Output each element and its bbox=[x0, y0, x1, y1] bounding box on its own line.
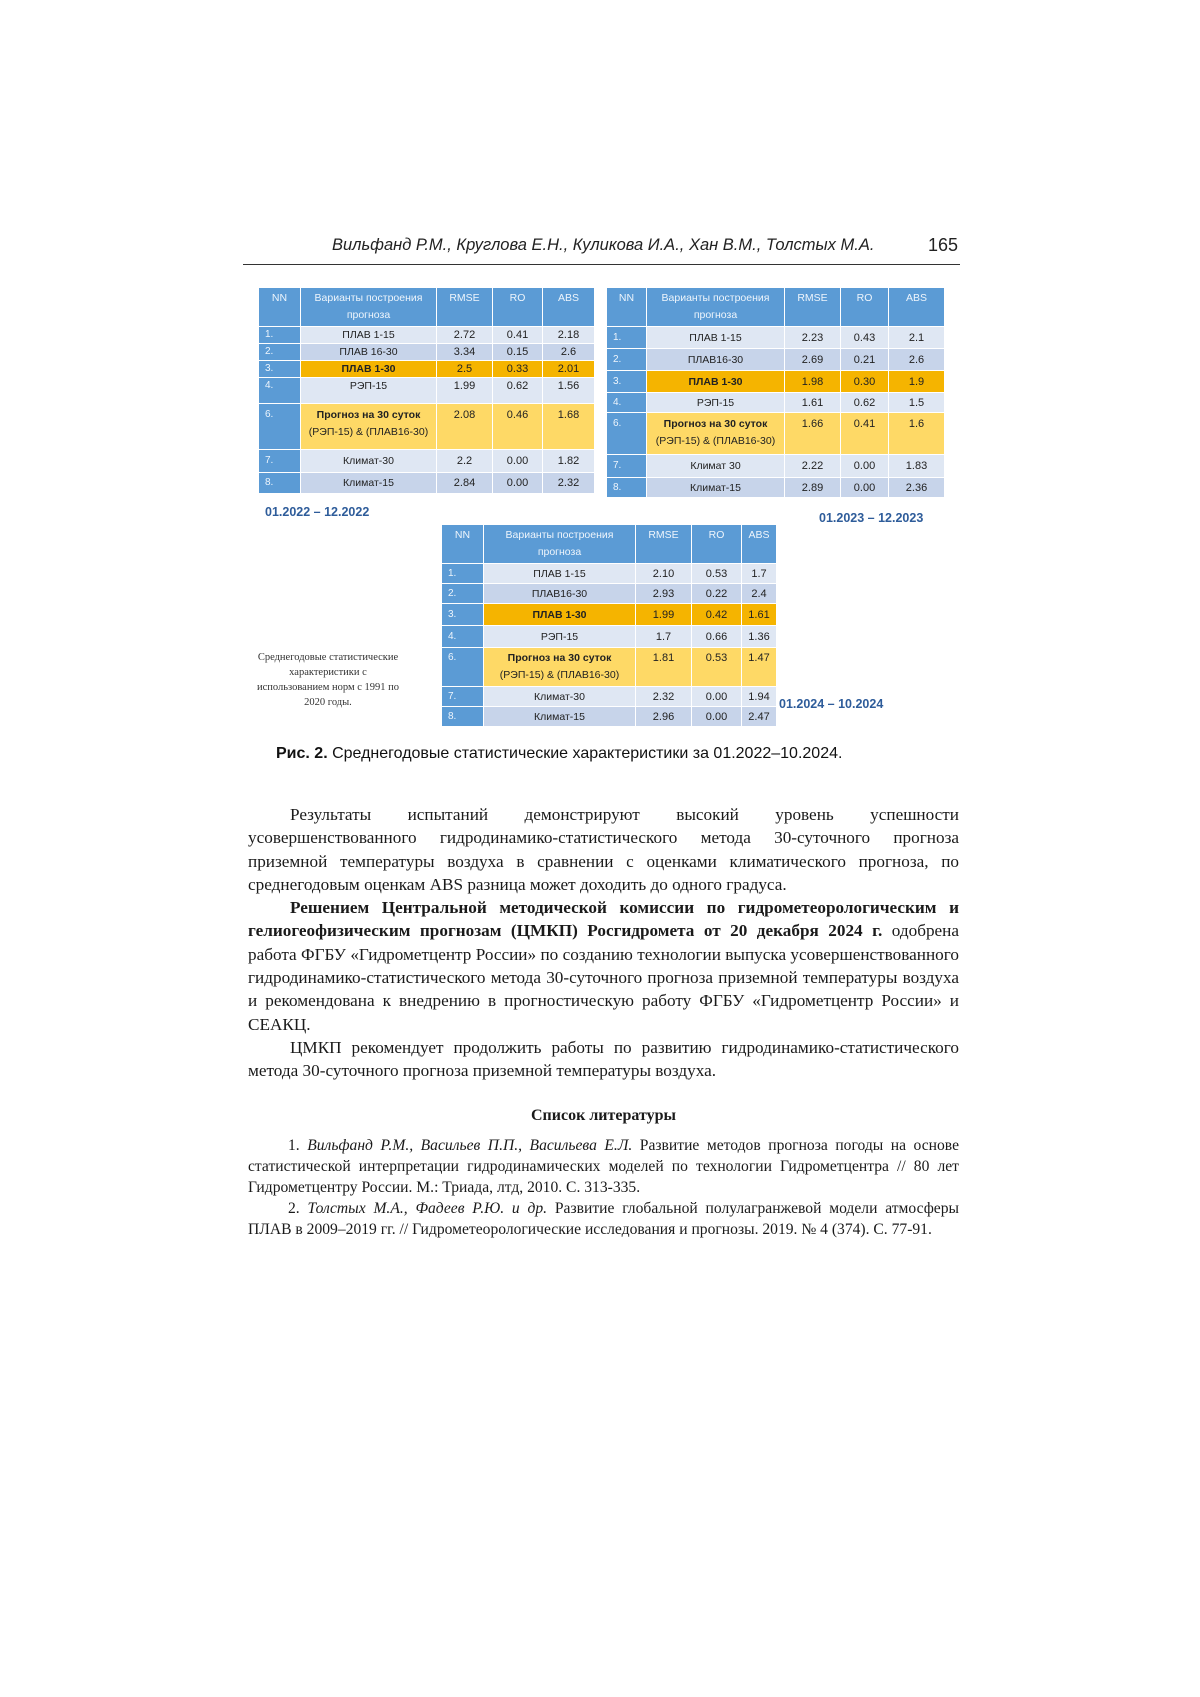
cell-nn: 4. bbox=[442, 626, 484, 648]
cell-ro: 0.53 bbox=[692, 564, 742, 584]
cell-variant: РЭП-15 bbox=[301, 378, 437, 404]
cell-nn: 2. bbox=[607, 349, 647, 371]
cell-rmse: 1.99 bbox=[636, 604, 692, 626]
cell-ro: 0.33 bbox=[493, 361, 543, 378]
running-head bbox=[243, 234, 960, 265]
cell-ro: 0.66 bbox=[692, 626, 742, 648]
cell-nn: 7. bbox=[607, 455, 647, 478]
variant-title: Прогноз на 30 суток bbox=[316, 409, 421, 421]
figure-caption-text: Среднегодовые статистические характеристики за 01.2022–10.2024. bbox=[327, 745, 843, 762]
cell-rmse: 2.96 bbox=[636, 707, 692, 727]
cell-variant: ПЛАВ 1-15 bbox=[647, 327, 785, 349]
cell-abs: 1.5 bbox=[889, 393, 945, 413]
cell-nn: 8. bbox=[442, 707, 484, 727]
cell-rmse: 2.2 bbox=[437, 450, 493, 473]
reference-item bbox=[248, 1135, 959, 1198]
cell-rmse: 2.93 bbox=[636, 584, 692, 604]
cell-variant: Климат-15 bbox=[647, 478, 785, 498]
cell-nn: 8. bbox=[259, 473, 301, 494]
cell-ro: 0.00 bbox=[841, 455, 889, 478]
cell-variant bbox=[301, 404, 437, 450]
paragraph-decision bbox=[248, 896, 959, 1036]
cell-variant: Климат-15 bbox=[301, 473, 437, 494]
cell-ro: 0.00 bbox=[493, 473, 543, 494]
cell-variant: Климат-30 bbox=[301, 450, 437, 473]
cell-nn: 6. bbox=[442, 648, 484, 687]
variant-subtitle: (РЭП-15) & (ПЛАВ16-30) bbox=[655, 435, 776, 447]
cell-ro: 0.53 bbox=[692, 648, 742, 687]
table-row-highlighted bbox=[259, 361, 595, 378]
cell-ro: 0.43 bbox=[841, 327, 889, 349]
references-list bbox=[248, 1135, 959, 1240]
col-header-rmse: RMSE bbox=[785, 288, 841, 327]
table-row bbox=[607, 478, 945, 498]
reference-authors: Толстых М.А., Фадеев Р.Ю. и др. bbox=[307, 1200, 548, 1217]
table-row bbox=[607, 393, 945, 413]
cell-nn: 7. bbox=[442, 687, 484, 707]
references-heading: Список литературы bbox=[531, 1107, 676, 1124]
cell-abs: 1.9 bbox=[889, 371, 945, 393]
cell-ro: 0.21 bbox=[841, 349, 889, 371]
cell-rmse: 1.61 bbox=[785, 393, 841, 413]
table-row bbox=[259, 327, 595, 344]
cell-nn: 4. bbox=[607, 393, 647, 413]
cell-ro: 0.00 bbox=[692, 707, 742, 727]
cell-rmse: 2.69 bbox=[785, 349, 841, 371]
cell-abs: 2.47 bbox=[742, 707, 777, 727]
col-header-ro: RO bbox=[841, 288, 889, 327]
table-row bbox=[442, 626, 777, 648]
col-header-variant: Варианты построения прогноза bbox=[484, 525, 636, 564]
table-row bbox=[607, 455, 945, 478]
table-row bbox=[259, 344, 595, 361]
paragraph-results: Результаты испытаний демонстрируют высокий уровень успешности усовершенствованного гидродинамико-статистического метода 30-суточного прогноза приземной температуры воздуха в сравнении с оценками климатического прогноза, по среднегодовым оценкам ABS разница может доходить до одного градуса. bbox=[248, 805, 959, 894]
table-row bbox=[259, 473, 595, 494]
cell-variant bbox=[647, 413, 785, 455]
cell-rmse: 1.7 bbox=[636, 626, 692, 648]
cell-abs: 2.01 bbox=[543, 361, 595, 378]
figure-side-note: Среднегодовые статистические характеристики с использованием норм с 1991 по 2020 годы. bbox=[256, 652, 400, 708]
table-row bbox=[442, 584, 777, 604]
cell-nn: 1. bbox=[607, 327, 647, 349]
reference-text: Развитие глобальной полулагранжевой модели атмосферы ПЛАВ в 2009–2019 гг. // Гидрометеорологические исследования и прогнозы. 2019. № 4 (374). С. 77-91. bbox=[248, 1200, 959, 1238]
cell-rmse: 2.10 bbox=[636, 564, 692, 584]
running-head-authors: Вильфанд Р.М., Круглова Е.Н., Куликова И.А., Хан В.М., Толстых М.А. bbox=[332, 236, 875, 254]
cell-nn: 2. bbox=[442, 584, 484, 604]
figure-caption bbox=[276, 745, 842, 763]
table-row bbox=[442, 687, 777, 707]
table-row-highlighted bbox=[607, 413, 945, 455]
cell-rmse: 1.81 bbox=[636, 648, 692, 687]
cell-rmse: 2.22 bbox=[785, 455, 841, 478]
cell-rmse: 2.84 bbox=[437, 473, 493, 494]
cell-variant: ПЛАВ 16-30 bbox=[301, 344, 437, 361]
page-number: 165 bbox=[927, 235, 958, 255]
table-row-highlighted bbox=[607, 371, 945, 393]
reference-number: 2. bbox=[288, 1200, 308, 1217]
cell-nn: 3. bbox=[442, 604, 484, 626]
cell-variant: РЭП-15 bbox=[484, 626, 636, 648]
body-text bbox=[248, 803, 959, 1083]
cell-variant: Климат-30 bbox=[484, 687, 636, 707]
cell-rmse: 2.72 bbox=[437, 327, 493, 344]
col-header-rmse: RMSE bbox=[636, 525, 692, 564]
cell-ro: 0.15 bbox=[493, 344, 543, 361]
cell-rmse: 3.34 bbox=[437, 344, 493, 361]
col-header-rmse: RMSE bbox=[437, 288, 493, 327]
table-row bbox=[442, 564, 777, 584]
col-header-variant: Варианты построения прогноза bbox=[301, 288, 437, 327]
period-label-2024: 01.2024 – 10.2024 bbox=[779, 697, 884, 711]
reference-item bbox=[248, 1198, 959, 1240]
cell-nn: 1. bbox=[442, 564, 484, 584]
variant-title: Прогноз на 30 суток bbox=[507, 652, 612, 664]
cell-nn: 8. bbox=[607, 478, 647, 498]
col-header-abs: ABS bbox=[889, 288, 945, 327]
stats-table-2024 bbox=[441, 524, 777, 727]
cell-rmse: 2.5 bbox=[437, 361, 493, 378]
table-header-row bbox=[607, 288, 945, 327]
cell-variant: ПЛАВ 1-15 bbox=[301, 327, 437, 344]
table-row bbox=[259, 378, 595, 404]
col-header-nn: NN bbox=[607, 288, 647, 327]
table-header-row bbox=[442, 525, 777, 564]
cell-ro: 0.41 bbox=[493, 327, 543, 344]
cell-abs: 1.36 bbox=[742, 626, 777, 648]
cell-rmse: 2.89 bbox=[785, 478, 841, 498]
cell-ro: 0.00 bbox=[841, 478, 889, 498]
cell-abs: 2.36 bbox=[889, 478, 945, 498]
cell-variant: Климат 30 bbox=[647, 455, 785, 478]
col-header-nn: NN bbox=[442, 525, 484, 564]
paragraph-decision-bold: Решением Центральной методической комиссии по гидрометеорологическим и гелиогеофизическим прогнозам (ЦМКП) Росгидромета от 20 декабря 2024 г. bbox=[248, 898, 959, 941]
cell-ro: 0.42 bbox=[692, 604, 742, 626]
table-row bbox=[442, 707, 777, 727]
cell-nn: 6. bbox=[607, 413, 647, 455]
cell-abs: 1.6 bbox=[889, 413, 945, 455]
figure-caption-label: Рис. 2. bbox=[276, 745, 328, 762]
cell-rmse: 1.98 bbox=[785, 371, 841, 393]
period-label-2023: 01.2023 – 12.2023 bbox=[819, 511, 924, 525]
cell-variant: ПЛАВ 1-30 bbox=[484, 604, 636, 626]
col-header-variant: Варианты построения прогноза bbox=[647, 288, 785, 327]
cell-nn: 3. bbox=[259, 361, 301, 378]
cell-nn: 2. bbox=[259, 344, 301, 361]
col-header-ro: RO bbox=[692, 525, 742, 564]
cell-variant: ПЛАВ16-30 bbox=[484, 584, 636, 604]
col-header-nn: NN bbox=[259, 288, 301, 327]
cell-nn: 1. bbox=[259, 327, 301, 344]
paragraph-decision-rest: одобрена работа ФГБУ «Гидрометцентр России» по созданию технологии выпуска усовершенствованного гидродинамико-статистического метода 30-суточного прогноза приземной температуры воздуха и рекомендована к внедрению в прогностическую работу ФГБУ «Гидрометцентр России» и СЕАКЦ. bbox=[248, 921, 959, 1034]
table-row-highlighted bbox=[442, 604, 777, 626]
cell-rmse: 2.23 bbox=[785, 327, 841, 349]
table-row-highlighted bbox=[259, 404, 595, 450]
cell-abs: 1.68 bbox=[543, 404, 595, 450]
cell-abs: 1.56 bbox=[543, 378, 595, 404]
cell-abs: 1.47 bbox=[742, 648, 777, 687]
variant-subtitle: (РЭП-15) & (ПЛАВ16-30) bbox=[308, 426, 429, 438]
cell-rmse: 1.66 bbox=[785, 413, 841, 455]
cell-ro: 0.30 bbox=[841, 371, 889, 393]
cell-ro: 0.46 bbox=[493, 404, 543, 450]
reference-text: Развитие методов прогноза погоды на основе статистической интерпретации гидродинамических моделей по технологии Гидрометцентра // 80 лет Гидрометцентру России. М.: Триада, лтд, 2010. С. 313-335. bbox=[248, 1137, 960, 1196]
cell-rmse: 2.08 bbox=[437, 404, 493, 450]
stats-table-2023 bbox=[606, 287, 945, 498]
col-header-abs: ABS bbox=[543, 288, 595, 327]
cell-abs: 1.7 bbox=[742, 564, 777, 584]
cell-variant bbox=[484, 648, 636, 687]
cell-variant: ПЛАВ 1-30 bbox=[647, 371, 785, 393]
cell-variant: Климат-15 bbox=[484, 707, 636, 727]
table-header-row bbox=[259, 288, 595, 327]
cell-nn: 6. bbox=[259, 404, 301, 450]
cell-ro: 0.00 bbox=[692, 687, 742, 707]
table-row bbox=[607, 327, 945, 349]
variant-subtitle: (РЭП-15) & (ПЛАВ16-30) bbox=[499, 669, 620, 681]
cell-ro: 0.41 bbox=[841, 413, 889, 455]
cell-abs: 1.83 bbox=[889, 455, 945, 478]
paragraph-recommendation: ЦМКП рекомендует продолжить работы по развитию гидродинамико-статистического метода 30-суточного прогноза приземной температуры воздуха. bbox=[248, 1037, 959, 1081]
cell-abs: 1.61 bbox=[742, 604, 777, 626]
cell-ro: 0.00 bbox=[493, 450, 543, 473]
cell-variant: РЭП-15 bbox=[647, 393, 785, 413]
cell-abs: 2.4 bbox=[742, 584, 777, 604]
cell-nn: 7. bbox=[259, 450, 301, 473]
table-row bbox=[607, 349, 945, 371]
cell-variant: ПЛАВ 1-30 bbox=[301, 361, 437, 378]
cell-rmse: 2.32 bbox=[636, 687, 692, 707]
cell-abs: 2.18 bbox=[543, 327, 595, 344]
table-row bbox=[259, 450, 595, 473]
cell-variant: ПЛАВ16-30 bbox=[647, 349, 785, 371]
col-header-ro: RO bbox=[493, 288, 543, 327]
col-header-abs: ABS bbox=[742, 525, 777, 564]
cell-nn: 4. bbox=[259, 378, 301, 404]
cell-abs: 1.82 bbox=[543, 450, 595, 473]
cell-nn: 3. bbox=[607, 371, 647, 393]
cell-variant: ПЛАВ 1-15 bbox=[484, 564, 636, 584]
cell-abs: 2.32 bbox=[543, 473, 595, 494]
table-row-highlighted bbox=[442, 648, 777, 687]
variant-title: Прогноз на 30 суток bbox=[663, 418, 768, 430]
cell-abs: 2.6 bbox=[889, 349, 945, 371]
cell-ro: 0.62 bbox=[841, 393, 889, 413]
cell-ro: 0.22 bbox=[692, 584, 742, 604]
cell-rmse: 1.99 bbox=[437, 378, 493, 404]
reference-number: 1. bbox=[288, 1137, 308, 1154]
cell-abs: 2.6 bbox=[543, 344, 595, 361]
cell-abs: 2.1 bbox=[889, 327, 945, 349]
stats-table-2022 bbox=[258, 287, 595, 494]
cell-abs: 1.94 bbox=[742, 687, 777, 707]
period-label-2022: 01.2022 – 12.2022 bbox=[265, 505, 370, 519]
reference-authors: Вильфанд Р.М., Васильев П.П., Васильева Е.Л. bbox=[307, 1137, 633, 1154]
cell-ro: 0.62 bbox=[493, 378, 543, 404]
